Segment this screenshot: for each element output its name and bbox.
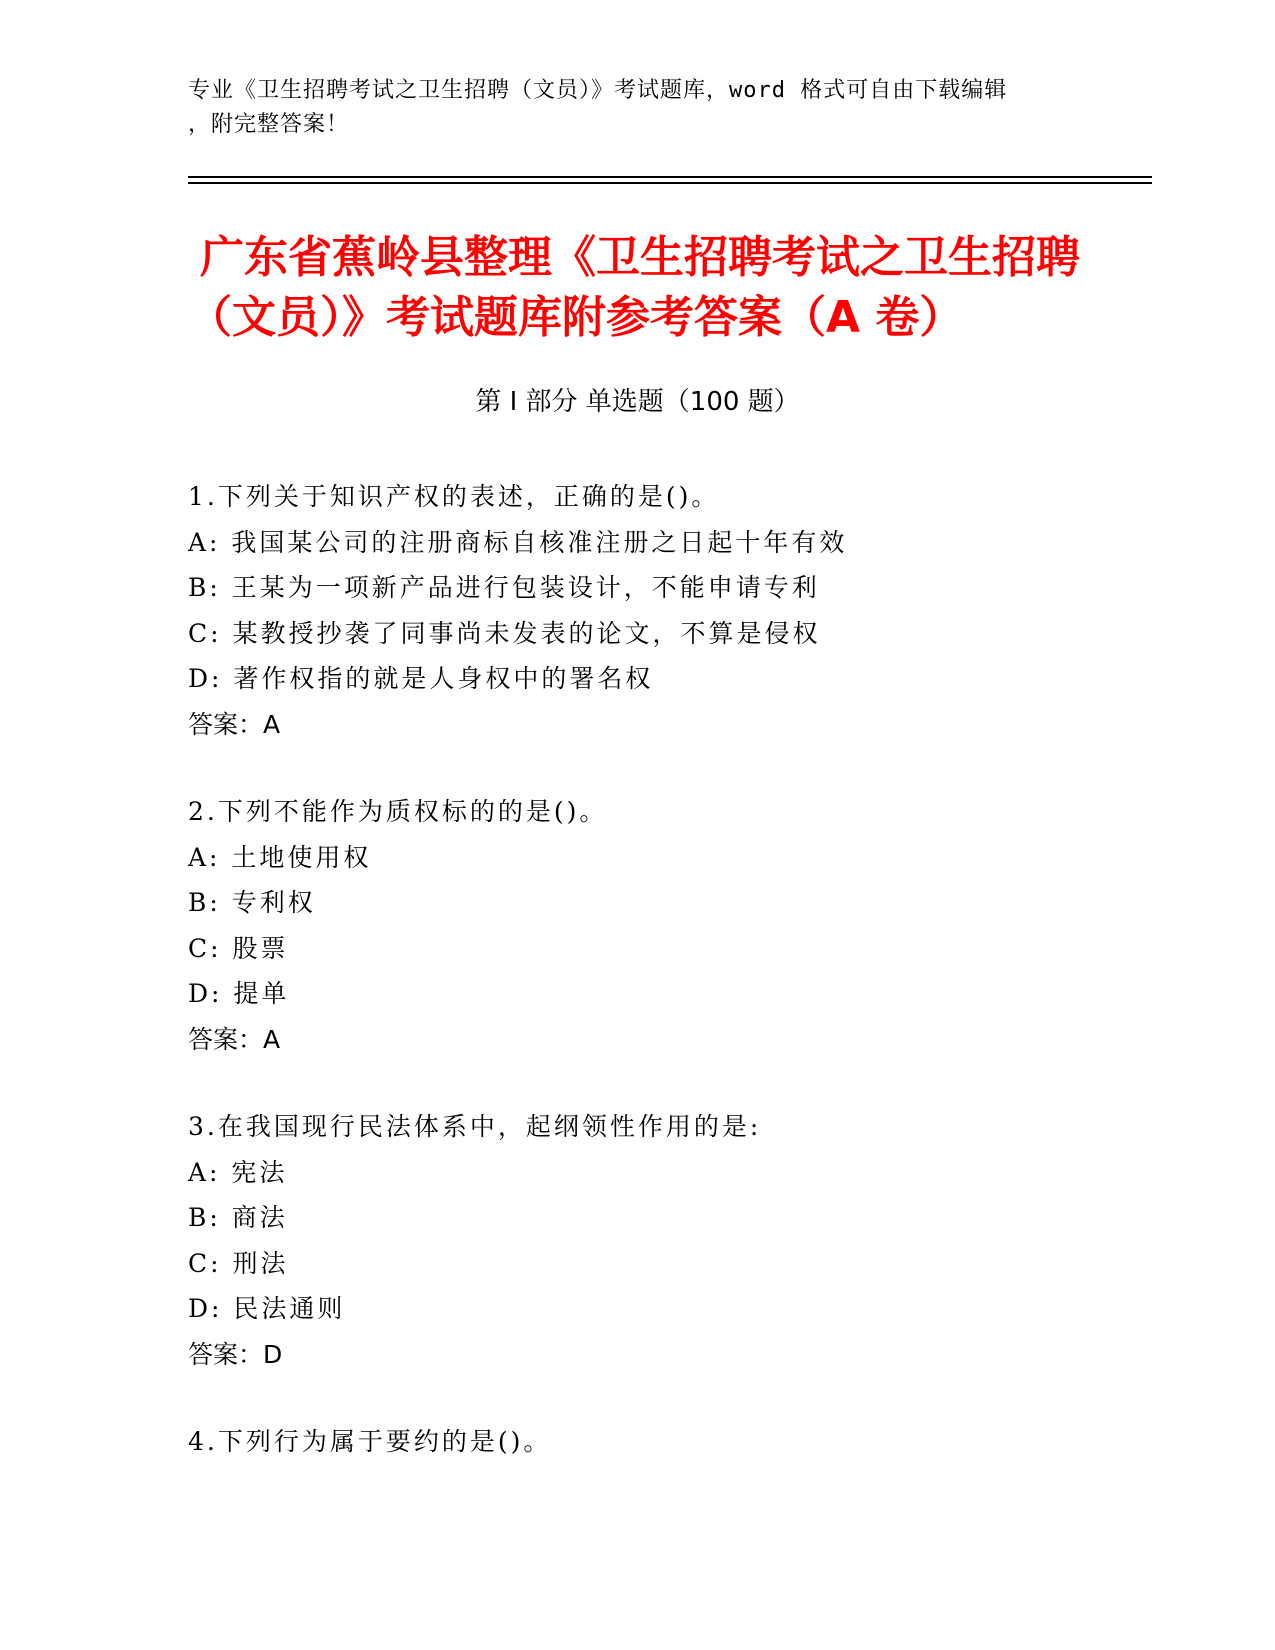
option-c: C: 某教授抄袭了同事尚未发表的论文，不算是侵权 bbox=[188, 618, 821, 648]
option-c: C: 股票 bbox=[188, 933, 289, 963]
question-1 bbox=[188, 474, 1138, 747]
question-stem: 1.下列关于知识产权的表述，正确的是()。 bbox=[188, 482, 720, 511]
question-stem: 2.下列不能作为质权标的的是()。 bbox=[188, 797, 608, 826]
answer: 答案：A bbox=[188, 709, 281, 739]
answer: 答案：A bbox=[188, 1024, 281, 1054]
header-note-line-2: ，附完整答案！ bbox=[188, 112, 350, 137]
question-stem: 4.下列行为属于要约的是()。 bbox=[188, 1427, 552, 1456]
option-b: B: 专利权 bbox=[188, 888, 316, 917]
option-a: A: 土地使用权 bbox=[188, 842, 372, 872]
header-divider-top bbox=[188, 176, 1152, 178]
question-stem: 3.在我国现行民法体系中，起纲领性作用的是: bbox=[188, 1112, 762, 1141]
answer: 答案：D bbox=[188, 1339, 283, 1369]
header-note bbox=[188, 74, 1068, 142]
question-3 bbox=[188, 1104, 1138, 1377]
option-a: A: 我国某公司的注册商标自核准注册之日起十年有效 bbox=[188, 527, 848, 557]
document-title: 广东省蕉岭县整理《卫生招聘考试之卫生招聘（文员）》考试题库附参考答案（A 卷） bbox=[188, 232, 1080, 343]
option-b: B: 王某为一项新产品进行包装设计，不能申请专利 bbox=[188, 573, 820, 602]
option-d: D: 提单 bbox=[188, 979, 290, 1008]
option-a: A: 宪法 bbox=[188, 1157, 288, 1187]
header-divider-bottom bbox=[188, 182, 1152, 184]
option-d: D: 著作权指的就是人身权中的署名权 bbox=[188, 664, 654, 693]
question-4 bbox=[188, 1419, 1138, 1465]
option-d: D: 民法通则 bbox=[188, 1294, 346, 1323]
question-2 bbox=[188, 789, 1138, 1062]
option-b: B: 商法 bbox=[188, 1203, 288, 1232]
option-c: C: 刑法 bbox=[188, 1248, 289, 1278]
header-note-line-1: 专业《卫生招聘考试之卫生招聘（文员）》考试题库，word 格式可自由下载编辑 bbox=[188, 78, 1008, 103]
question-list bbox=[188, 474, 1138, 1507]
section-title: 第 I 部分 单选题（100 题） bbox=[475, 387, 800, 417]
